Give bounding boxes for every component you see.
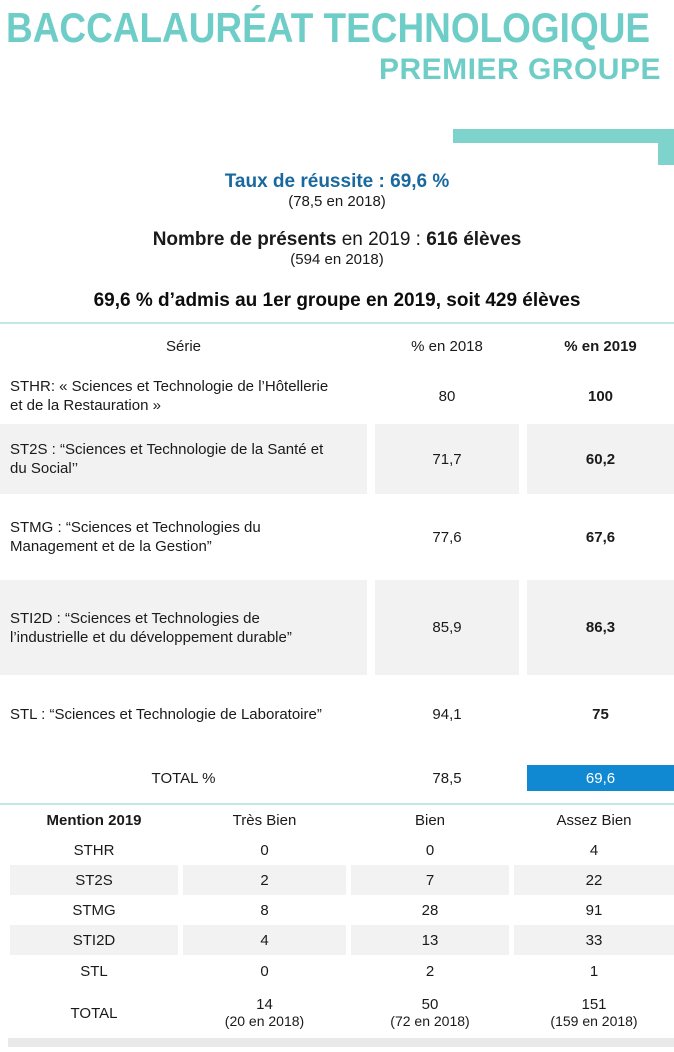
serie-name-line2: l’industrielle et du développement durable” [10, 628, 292, 646]
total-pct-2019-highlight: 69,6 [527, 765, 674, 791]
pct-2019-value: 100 [587, 387, 614, 405]
serie-name [0, 494, 367, 580]
bien-value: 2 [425, 963, 435, 980]
pct-2019-value: 75 [592, 705, 609, 723]
total-pct-2019-cell [527, 753, 674, 803]
pct-2019-value: 86,3 [527, 580, 674, 675]
pct-2019-value: 60,2 [527, 424, 674, 494]
serie-name [0, 368, 367, 424]
bien-value: 13 [351, 925, 509, 955]
mention-serie-label: STI2D [10, 925, 178, 955]
mention-table [0, 805, 674, 1038]
series-row-stmg [0, 494, 674, 580]
series-row-sti2d [0, 580, 674, 675]
assez-bien-value: 1 [589, 963, 599, 980]
bien-value: 0 [425, 841, 435, 859]
assez-bien-value: 4 [589, 841, 599, 859]
series-results-table [0, 324, 674, 803]
header-assez-bien: Assez Bien [556, 811, 632, 829]
mention-row-stl [0, 955, 674, 988]
mention-row-sti2d [0, 925, 674, 955]
header-tres-bien: Très Bien [232, 811, 297, 829]
footer-bar [8, 1038, 674, 1047]
pct-2018-value: 71,7 [375, 424, 519, 494]
tres-bien-value: 0 [260, 963, 269, 980]
pct-2018-value: 77,6 [432, 528, 462, 546]
mention-total-row [0, 988, 674, 1038]
mention-table-header [0, 805, 674, 835]
mention-row-st2s [0, 865, 674, 895]
report-page [0, 4, 674, 1052]
pct-2018-value: 80 [438, 387, 456, 405]
total-bien-previous: (72 en 2018) [390, 1013, 470, 1029]
pct-2018-value: 94,1 [432, 705, 462, 723]
header-pct-2019: % en 2019 [564, 337, 637, 355]
pct-2019-value: 67,6 [585, 528, 616, 546]
accent-decoration [0, 129, 674, 165]
page-title: BACCALAURÉAT TECHNOLOGIQUE [6, 4, 651, 51]
tres-bien-value: 8 [260, 901, 269, 919]
total-label: TOTAL % [151, 769, 216, 787]
bien-value: 7 [351, 865, 509, 895]
serie-name-line1: ST2S : “Sciences et Technologie de la Santé et [10, 441, 324, 458]
mention-serie-label: STHR [73, 841, 115, 859]
mention-serie-label: STL [80, 963, 108, 980]
mention-serie-label: ST2S [10, 865, 178, 895]
assez-bien-value: 22 [514, 865, 674, 895]
serie-name [0, 424, 367, 494]
mention-row-sthr [0, 835, 674, 865]
header-mention: Mention 2019 [46, 811, 142, 829]
attendance-previous: (594 en 2018) [290, 251, 384, 268]
total-tres-bien-previous: (20 en 2018) [224, 1013, 305, 1029]
total-bien-cell [351, 988, 509, 1038]
mention-total-label: TOTAL [70, 1004, 118, 1022]
total-tres-bien-value: 14 [256, 996, 273, 1013]
success-rate-previous: (78,5 en 2018) [288, 193, 386, 210]
accent-bar-stub [658, 143, 674, 165]
total-pct-2018: 78,5 [432, 769, 462, 787]
serie-name-line2: du Social’’ [10, 460, 79, 477]
attendance-value: 616 élèves [426, 229, 522, 250]
serie-name-line1: STL : “Sciences et Technologie de Laboratoire” [10, 705, 322, 723]
success-rate-line: Taux de réussite : 69,6 % [224, 171, 450, 192]
total-assez-bien-value: 151 [581, 996, 607, 1013]
total-assez-bien-cell [514, 988, 674, 1038]
serie-name-line2: et de la Restauration » [10, 397, 161, 414]
bien-value: 28 [421, 901, 439, 919]
page-subtitle: PREMIER GROUPE [378, 53, 661, 86]
series-row-stl [0, 675, 674, 753]
admitted-headline: 69,6 % d’admis au 1er groupe en 2019, soit 429 élèves [93, 290, 581, 311]
serie-name-line1: STHR: « Sciences et Technologie de l’Hôtellerie [10, 378, 329, 395]
attendance-label: Nombre de présents [152, 229, 337, 250]
serie-name-line2: Management et de la Gestion” [10, 538, 212, 555]
total-assez-bien-previous: (159 en 2018) [550, 1013, 638, 1029]
mention-row-stmg [0, 895, 674, 925]
mention-serie-label: STMG [72, 901, 116, 919]
total-bien-value: 50 [421, 996, 439, 1013]
series-total-row [0, 753, 674, 803]
header-pct-2018: % en 2018 [411, 337, 483, 355]
pct-2018-value: 85,9 [375, 580, 519, 675]
attendance-period: en 2019 : [336, 229, 427, 250]
header-serie: Série [165, 337, 202, 355]
header-bien: Bien [414, 811, 446, 829]
tres-bien-value: 4 [183, 925, 346, 955]
series-row-sthr [0, 368, 674, 424]
assez-bien-value: 91 [585, 901, 603, 919]
summary-section [0, 171, 674, 313]
serie-name [0, 580, 367, 675]
serie-name-line1: STI2D : “Sciences et Technologies de [10, 609, 260, 627]
accent-bar [453, 129, 674, 143]
series-table-header [0, 324, 674, 368]
serie-name-line1: STMG : “Sciences et Technologies du [10, 519, 261, 536]
series-row-st2s [0, 424, 674, 494]
tres-bien-value: 0 [260, 841, 269, 859]
serie-name [0, 675, 367, 753]
total-tres-bien-cell [183, 988, 346, 1038]
attendance-line [0, 229, 674, 251]
assez-bien-value: 33 [514, 925, 674, 955]
tres-bien-value: 2 [183, 865, 346, 895]
